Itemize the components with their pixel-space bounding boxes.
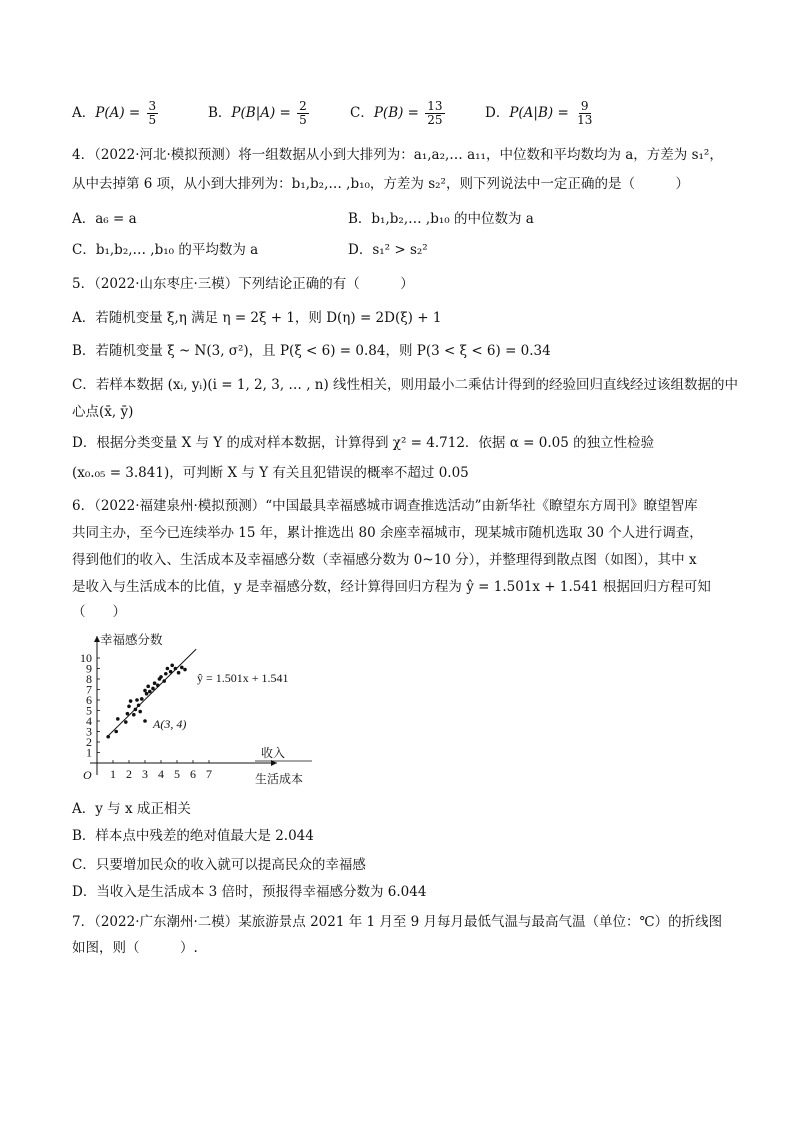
y-tick-label: 4	[86, 714, 92, 728]
q4-stem-line1: 4．（2022·河北·模拟预测）将一组数据从小到大排列为：a₁,a₂,… a₁₁，中位数和平均数均为 a，方差为 s₁²，	[72, 147, 723, 163]
data-point	[137, 703, 141, 707]
data-point	[140, 697, 144, 701]
x-tick-label: 7	[206, 767, 212, 781]
x-tick-label: 5	[174, 767, 180, 781]
point-a	[143, 719, 147, 723]
q4-stem-line2: 从中去掉第 6 项，从小到大排列为：b₁,b₂,… ,b₁₀，方差为 s₂²，则下列说法中一定正确的是（ ）	[72, 176, 689, 192]
q4-option-a: A．a₆ = a	[72, 211, 137, 227]
data-point	[124, 720, 128, 724]
q6-stem-line2: 共同主办，至今已连续举办 15 年，累计推选出 80 余座幸福城市，现某城市随机选取 30 个人进行调查，	[72, 525, 703, 541]
q4-option-c: C．b₁,b₂,… ,b₁₀ 的平均数为 a	[72, 242, 259, 258]
data-point	[156, 684, 160, 688]
q3-option-c: C．P(B) = $\frac{13}{25}$	[350, 99, 443, 127]
data-point	[159, 675, 163, 679]
q3-option-d: D．P(A|B) = $\frac{9}{13}$	[485, 99, 593, 127]
y-tick-label: 10	[80, 651, 92, 665]
data-point	[138, 710, 142, 714]
data-point	[106, 735, 110, 739]
data-point	[132, 713, 136, 717]
q7-stem-line1: 7．（2022·广东潮州·二模）某旅游景点 2021 年 1 月至 9 月每月最低气温与最高气温（单位：℃）的折线图	[72, 914, 723, 930]
q6-option-d: D．当收入是生活成本 3 倍时，预报得幸福感分数为 6.044	[72, 884, 427, 900]
y-tick-label: 3	[86, 724, 92, 739]
q6-stem-line1: 6．（2022·福建泉州·模拟预测）“中国最具幸福感城市调查推选活动”由新华社《瞭望东方周刊》瞭望智库	[72, 498, 698, 514]
q5-option-c-line2: 心点(x̄, ȳ)	[72, 404, 134, 420]
data-point	[145, 692, 149, 696]
x-tick-label: 2	[126, 767, 132, 781]
data-point	[164, 672, 168, 676]
y-tick-label: 9	[86, 661, 92, 676]
data-point	[134, 708, 138, 712]
data-point	[135, 698, 139, 702]
origin-label: O	[83, 768, 92, 782]
data-point	[148, 690, 152, 694]
data-point	[177, 671, 181, 675]
data-point	[162, 679, 166, 683]
data-point	[174, 667, 178, 671]
data-point	[169, 670, 173, 674]
q5-option-c-line1: C．若样本数据 (xᵢ, yᵢ)(i = 1, 2, 3, … , n) 线性相关，则用最小二乘估计得到的经验回归直线经过该组数据的中	[72, 377, 739, 393]
data-point	[170, 664, 174, 668]
y-tick-label: 6	[86, 693, 92, 707]
q3-option-b: B．P(B|A) = $\frac{2}{5}$	[208, 99, 307, 127]
scatter-plot	[72, 630, 332, 795]
q5-option-d-line2: (x₀.₀₅ = 3.841)，可判断 X 与 Y 有关且犯错误的概率不超过 0.05	[72, 465, 469, 481]
q4-option-d: D．s₁² > s₂²	[348, 242, 428, 258]
q4-option-b: B．b₁,b₂,… ,b₁₀ 的中位数为 a	[348, 211, 534, 227]
q7-stem-line2: 如图，则（ ）.	[72, 940, 198, 956]
y-tick-label: 2	[86, 735, 92, 749]
q6-stem-line4: 是收入与生活成本的比值，y 是幸福感分数，经计算得回归方程为 ŷ = 1.501x + 1.541 根据回归方程可知	[72, 579, 711, 595]
data-point	[151, 687, 155, 691]
regression-equation-label: ŷ = 1.501x + 1.541	[197, 671, 289, 685]
q3-option-a: A．P(A) = $\frac{3}{5}$	[72, 99, 157, 127]
q6-option-a: A．y 与 x 成正相关	[72, 801, 191, 817]
x-tick-label: 6	[190, 767, 196, 781]
data-point	[116, 717, 120, 721]
y-tick-label: 8	[86, 672, 92, 686]
data-point	[180, 666, 184, 670]
data-point	[129, 699, 133, 703]
q5-option-a: A．若随机变量 ξ,η 满足 η = 2ξ + 1，则 D(η) = 2D(ξ) + 1	[72, 310, 442, 326]
data-point	[126, 712, 130, 716]
x-tick-label: 3	[142, 767, 148, 781]
y-axis-label: 幸福感分数	[100, 632, 163, 647]
x-tick-label: 4	[158, 767, 164, 781]
q5-option-b: B．若随机变量 ξ ~ N(3, σ²)，且 P(ξ < 6) = 0.84，则 P(3 < ξ < 6) = 0.34	[72, 343, 551, 359]
q6-option-b: B．样本点中残差的绝对值最大是 2.044	[72, 828, 314, 844]
data-point	[146, 685, 150, 689]
q6-stem-line5: （ ）	[72, 604, 126, 620]
data-point	[127, 705, 131, 709]
x-axis-label-bottom: 生活成本	[255, 772, 304, 786]
x-axis-label-top: 收入	[261, 746, 286, 760]
data-point	[143, 689, 147, 693]
data-point	[166, 667, 170, 671]
q5-option-d-line1: D．根据分类变量 X 与 Y 的成对样本数据，计算得到 χ² = 4.712．依据 α = 0.05 的独立性检验	[72, 435, 655, 451]
y-tick-label: 1	[86, 745, 92, 760]
q6-option-c: C．只要增加民众的收入就可以提高民众的幸福感	[72, 857, 366, 873]
point-a-label: A(3, 4)	[153, 717, 187, 731]
y-tick-label: 5	[86, 703, 92, 718]
q5-stem: 5．（2022·山东枣庄·三模）下列结论正确的有（ ）	[72, 276, 414, 292]
data-point	[153, 681, 157, 685]
x-tick-label: 1	[110, 767, 116, 781]
data-point	[183, 668, 187, 672]
q6-stem-line3: 得到他们的收入、生活成本及幸福感分数（幸福感分数为 0~10 分），并整理得到散点图（如图），其中 x	[72, 552, 697, 568]
data-point	[114, 730, 118, 734]
y-tick-label: 7	[86, 682, 92, 697]
